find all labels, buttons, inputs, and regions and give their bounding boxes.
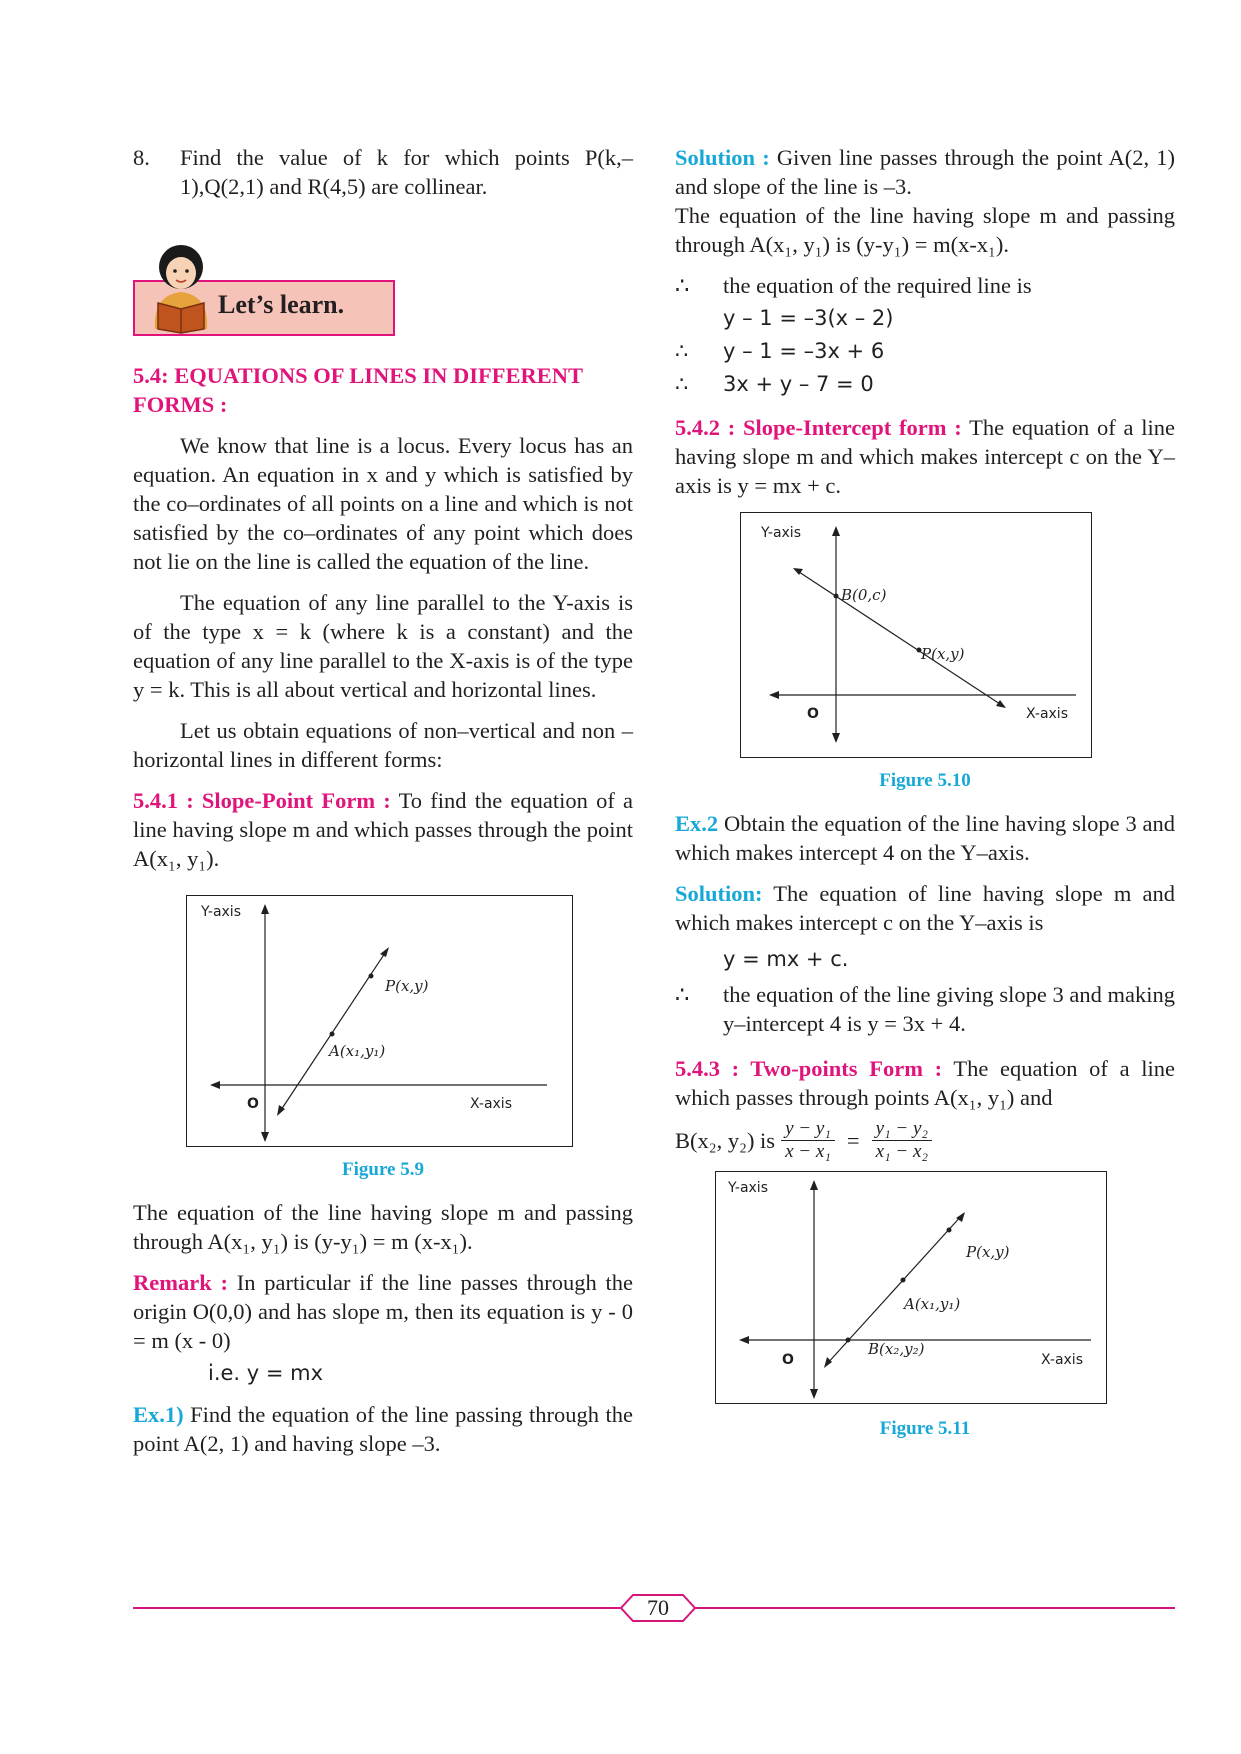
example-1-label: Ex.1) (133, 1402, 184, 1427)
origin-label: O (807, 706, 819, 722)
solution-2-text: The equation of line having slope m and which makes intercept c on the Y–axis is (675, 881, 1175, 935)
solution-1-eq-3: 3x + y – 7 = 0 (723, 372, 874, 396)
figure-5-11-caption: Figure 5.11 (879, 1418, 971, 1439)
therefore-symbol: ∴ (675, 982, 690, 1007)
solution-1-eq-1: y – 1 = –3(x – 2) (723, 306, 894, 330)
solution-1-eq-2-row (675, 337, 1175, 366)
example-2-text: Obtain the equation of the line having slope 3 and which makes intercept 4 on the Y–axis. (675, 811, 1176, 865)
figure-5-10 (740, 512, 1092, 758)
fraction-2-numerator: y₁ − y₂ (872, 1118, 932, 1141)
figure-5-9 (186, 895, 573, 1147)
example-2 (675, 809, 1175, 867)
page-number: 70 (647, 1595, 669, 1620)
remark-ie: i.e. y = mx (208, 1361, 324, 1385)
origin-label: O (247, 1096, 259, 1112)
solution-1-line-1 (675, 271, 1175, 300)
left-column (133, 143, 633, 1458)
x-axis-label: X-axis (1041, 1352, 1083, 1368)
page-footer (133, 1593, 1175, 1623)
lets-learn-label: Let’s learn. (218, 290, 345, 319)
example-2-label: Ex.2 (675, 811, 719, 836)
solution-1-line-1-text: the equation of the required line is (723, 273, 1032, 298)
point-a-label: A(x₁,y₁) (904, 1295, 961, 1313)
solution-2-conclusion: the equation of the line giving slope 3 and making y–intercept 4 is y = 3x + 4. (723, 982, 1175, 1036)
point-p-label: P(x,y) (385, 977, 429, 995)
remark (133, 1268, 633, 1355)
point-p-label: P(x,y) (921, 645, 965, 663)
point-b-label: B(0,c) (841, 586, 887, 604)
reading-girl-icon (141, 237, 221, 337)
fraction-2-denominator: x₁ − x₂ (875, 1141, 928, 1162)
equals-sign: = (846, 1128, 860, 1153)
y-axis-label: Y-axis (761, 525, 801, 541)
slope-intercept-text: The equation of a line having slope m and which makes intercept c on the Y–axis is y = mx + c. (675, 415, 1175, 498)
solution-1-text-2: The equation of the line having slope m and passing through A(x₁, y₁) is (y-y₁) = m(x-x₁). (675, 203, 1175, 257)
right-column (675, 143, 1175, 1443)
solution-1-text: Given line passes through the point A(2, 1) and slope of the line is –3. (675, 145, 1175, 199)
therefore-symbol: ∴ (675, 372, 689, 396)
paragraph-non-vertical: Let us obtain equations of non–vertical and non –horizontal lines in different forms: (133, 718, 633, 772)
section-title: 5.4: EQUATIONS OF LINES IN DIFFERENT FORMS : (133, 363, 583, 417)
slope-intercept-section (675, 413, 1175, 500)
solution-1-label: Solution : (675, 145, 770, 170)
lets-learn-banner (133, 237, 393, 337)
solution-2-conclusion-row (675, 980, 1175, 1038)
origin-label: O (782, 1352, 794, 1368)
point-b-label: B(x₂,y₂) (868, 1340, 925, 1358)
y-axis-label: Y-axis (728, 1180, 768, 1196)
question-number: 8. (133, 145, 150, 170)
slope-point-text: To find the equation of a line having slope m and which passes through the point A(x₁, y₁). (133, 788, 634, 871)
therefore-symbol: ∴ (675, 273, 690, 298)
solution-1-eq-2: y – 1 = –3x + 6 (723, 339, 885, 363)
two-points-text: The equation of a line which passes through points A(x₁, y₁) and (675, 1056, 1175, 1110)
remark-text: In particular if the line passes through the origin O(0,0) and has slope m, then its equation is y - 0 = m (x - 0) (133, 1270, 633, 1353)
example-1-text: Find the equation of the line passing through the point A(2, 1) and having slope –3. (133, 1402, 633, 1456)
fraction-2 (872, 1118, 932, 1163)
x-axis-label: X-axis (1026, 706, 1068, 722)
paragraph-locus: We know that line is a locus. Every locus has an equation. An equation in x and y which is satisfied by the co–ordinates of all points on a line and which is not satisfied by the co–ordinates of any point which does not lie on the line is called the equation of the line. (133, 433, 633, 574)
figure-5-9-caption: Figure 5.9 (342, 1159, 424, 1180)
two-points-section (675, 1054, 1175, 1112)
two-points-heading: 5.4.3 : Two-points Form : (675, 1056, 943, 1081)
remark-heading: Remark : (133, 1270, 228, 1295)
point-a-label: A(x₁,y₁) (329, 1042, 386, 1060)
slope-point-heading: 5.4.1 : Slope-Point Form : (133, 788, 391, 813)
solution-2 (675, 879, 1175, 937)
slope-intercept-heading: 5.4.2 : Slope-Intercept form : (675, 415, 962, 440)
two-points-b: B(x₂, y₂) is (675, 1128, 776, 1153)
solution-2-eq: y = mx + c. (723, 947, 849, 971)
slope-point-section (133, 786, 633, 873)
solution-1 (675, 143, 1175, 201)
example-1 (133, 1400, 633, 1458)
figure-5-11 (715, 1171, 1107, 1404)
paragraph-vertical-horizontal: The equation of any line parallel to the Y-axis is of the type x = k (where k is a constant) and the equation of any line parallel to the X-axis is of the type y = k. This is all about vertical and horizontal lines. (133, 590, 633, 702)
slope-point-equation: The equation of the line having slope m and passing through A(x₁, y₁) is (y-y₁) = m (x-x₁). (133, 1200, 633, 1254)
solution-1-eq-3-row (675, 370, 1175, 399)
fraction-1-numerator: y − y₁ (781, 1118, 835, 1141)
figure-5-9-plot (187, 896, 572, 1146)
point-p-label: P(x,y) (966, 1243, 1010, 1261)
y-axis-label: Y-axis (201, 904, 241, 920)
x-axis-label: X-axis (470, 1096, 512, 1112)
figure-5-10-caption: Figure 5.10 (879, 770, 971, 791)
fraction-1 (781, 1118, 835, 1163)
solution-2-label: Solution: (675, 881, 763, 906)
two-points-formula (675, 1118, 1175, 1163)
question-text: Find the value of k for which points P(k,–1),Q(2,1) and R(4,5) are collinear. (180, 145, 633, 199)
therefore-symbol: ∴ (675, 339, 689, 363)
fraction-1-denominator: x − x₁ (785, 1141, 831, 1162)
question-8 (133, 143, 633, 201)
